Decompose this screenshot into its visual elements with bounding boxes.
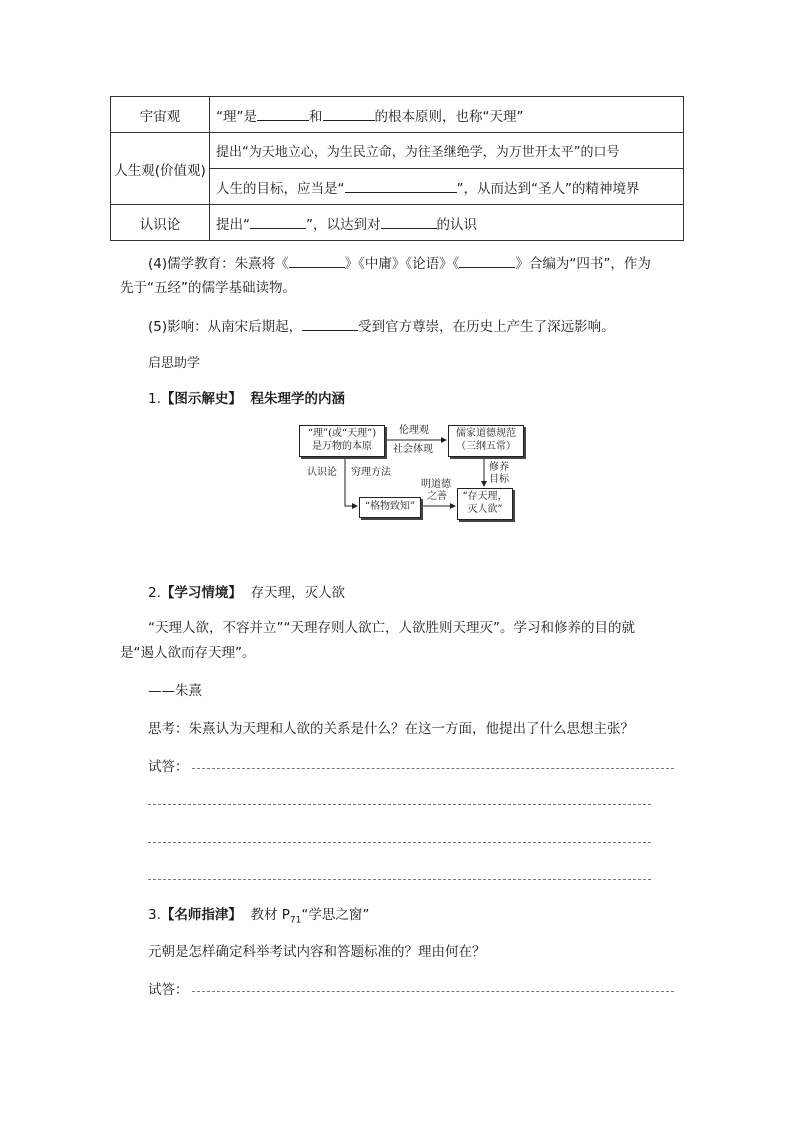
quote-line2: 是“遏人欲而存天理”。 [120,645,256,661]
fill-blank[interactable] [257,106,309,121]
quote-author: ——朱熹 [148,683,202,699]
answer-line[interactable] [148,804,651,805]
answer-line[interactable] [192,991,674,992]
table-row [111,97,684,133]
label-social: 社会体现 [393,444,433,455]
fill-blank[interactable] [289,253,345,268]
label-cultivate-1: 修养 [489,462,509,473]
label-cultivate-2: 目标 [489,474,509,485]
row-content-slogan: 提出“为天地立心，为生民立命，为往圣继绝学，为万世开太平”的口号 [210,133,684,169]
item1-heading: 1.【图示解史】 程朱理学的内涵 [148,391,345,407]
para-influence: (5)影响：从南宋后期起， 受到官方尊崇，在历史上产生了深远影响。 [148,315,615,335]
label-moral-good-1: 明道德 [421,479,451,490]
box-investigation: “格物致知” [359,497,421,518]
summary-table [110,96,684,241]
item3-question: 元朝是怎样确定科举考试内容和答题标准的？理由何在？ [148,944,486,960]
box-principle: “理”(或“天理”) 是万物的本原 [299,425,385,457]
table-row [111,133,684,169]
concept-diagram [295,420,535,528]
section-title: 启思助学 [148,356,201,371]
fill-blank[interactable] [345,178,457,193]
answer-line[interactable] [148,879,651,880]
item3-heading: 3.【名师指津】 教材 $P_{71}“$学思之窗” [148,907,370,926]
label-method: 穷理方法 [351,467,391,478]
answer-line[interactable] [148,842,651,843]
label-ethics: 伦理观 [399,425,429,436]
label-cognition: 认识论 [307,467,337,478]
fill-blank[interactable] [323,106,375,121]
answer-label: 试答： [148,982,189,998]
fill-blank[interactable] [381,214,437,229]
row-head-epistemology: 认识论 [111,205,210,241]
arrow-cognition [345,456,357,506]
fill-blank[interactable] [302,316,358,331]
row-head-cosmology: 宇宙观 [111,97,210,133]
answer-line[interactable] [192,768,674,769]
para-education-line2: 先于“五经”的儒学基础读物。 [120,280,296,296]
fill-blank[interactable] [459,253,515,268]
box-moral-norms: 儒家道德规范 （三纲五常） [448,425,524,457]
para-education: (4)儒学教育：朱熹将《 》《中庸》《论语》《 》合编为“四书”，作为 [148,252,651,272]
table-row [111,205,684,241]
box-preserve-principle: “存天理， 灭人欲” [457,488,513,520]
item2-heading: 2.【学习情境】 存天理，灭人欲 [148,585,345,601]
row-head-outlook: 人生观(价值观) [111,133,210,205]
quote-line1: “天理人欲，不容并立”“天理存则人欲亡，人欲胜则天理灭”。学习和修养的目的就 [148,620,635,636]
row-content-cosmology: “理”是 和 的根本原则，也称“天理” [210,97,684,133]
label-moral-good-2: 之善 [427,491,447,502]
row-content-epistemology: 提出“ ”，以达到对 的认识 [210,205,684,241]
item2-question: 思考：朱熹认为天理和人欲的关系是什么？在这一方面，他提出了什么思想主张？ [148,721,634,737]
row-content-goal: 人生的目标，应当是“ ”，从而达到“圣人”的精神境界 [210,169,684,205]
fill-blank[interactable] [250,214,306,229]
answer-label: 试答： [148,759,189,775]
